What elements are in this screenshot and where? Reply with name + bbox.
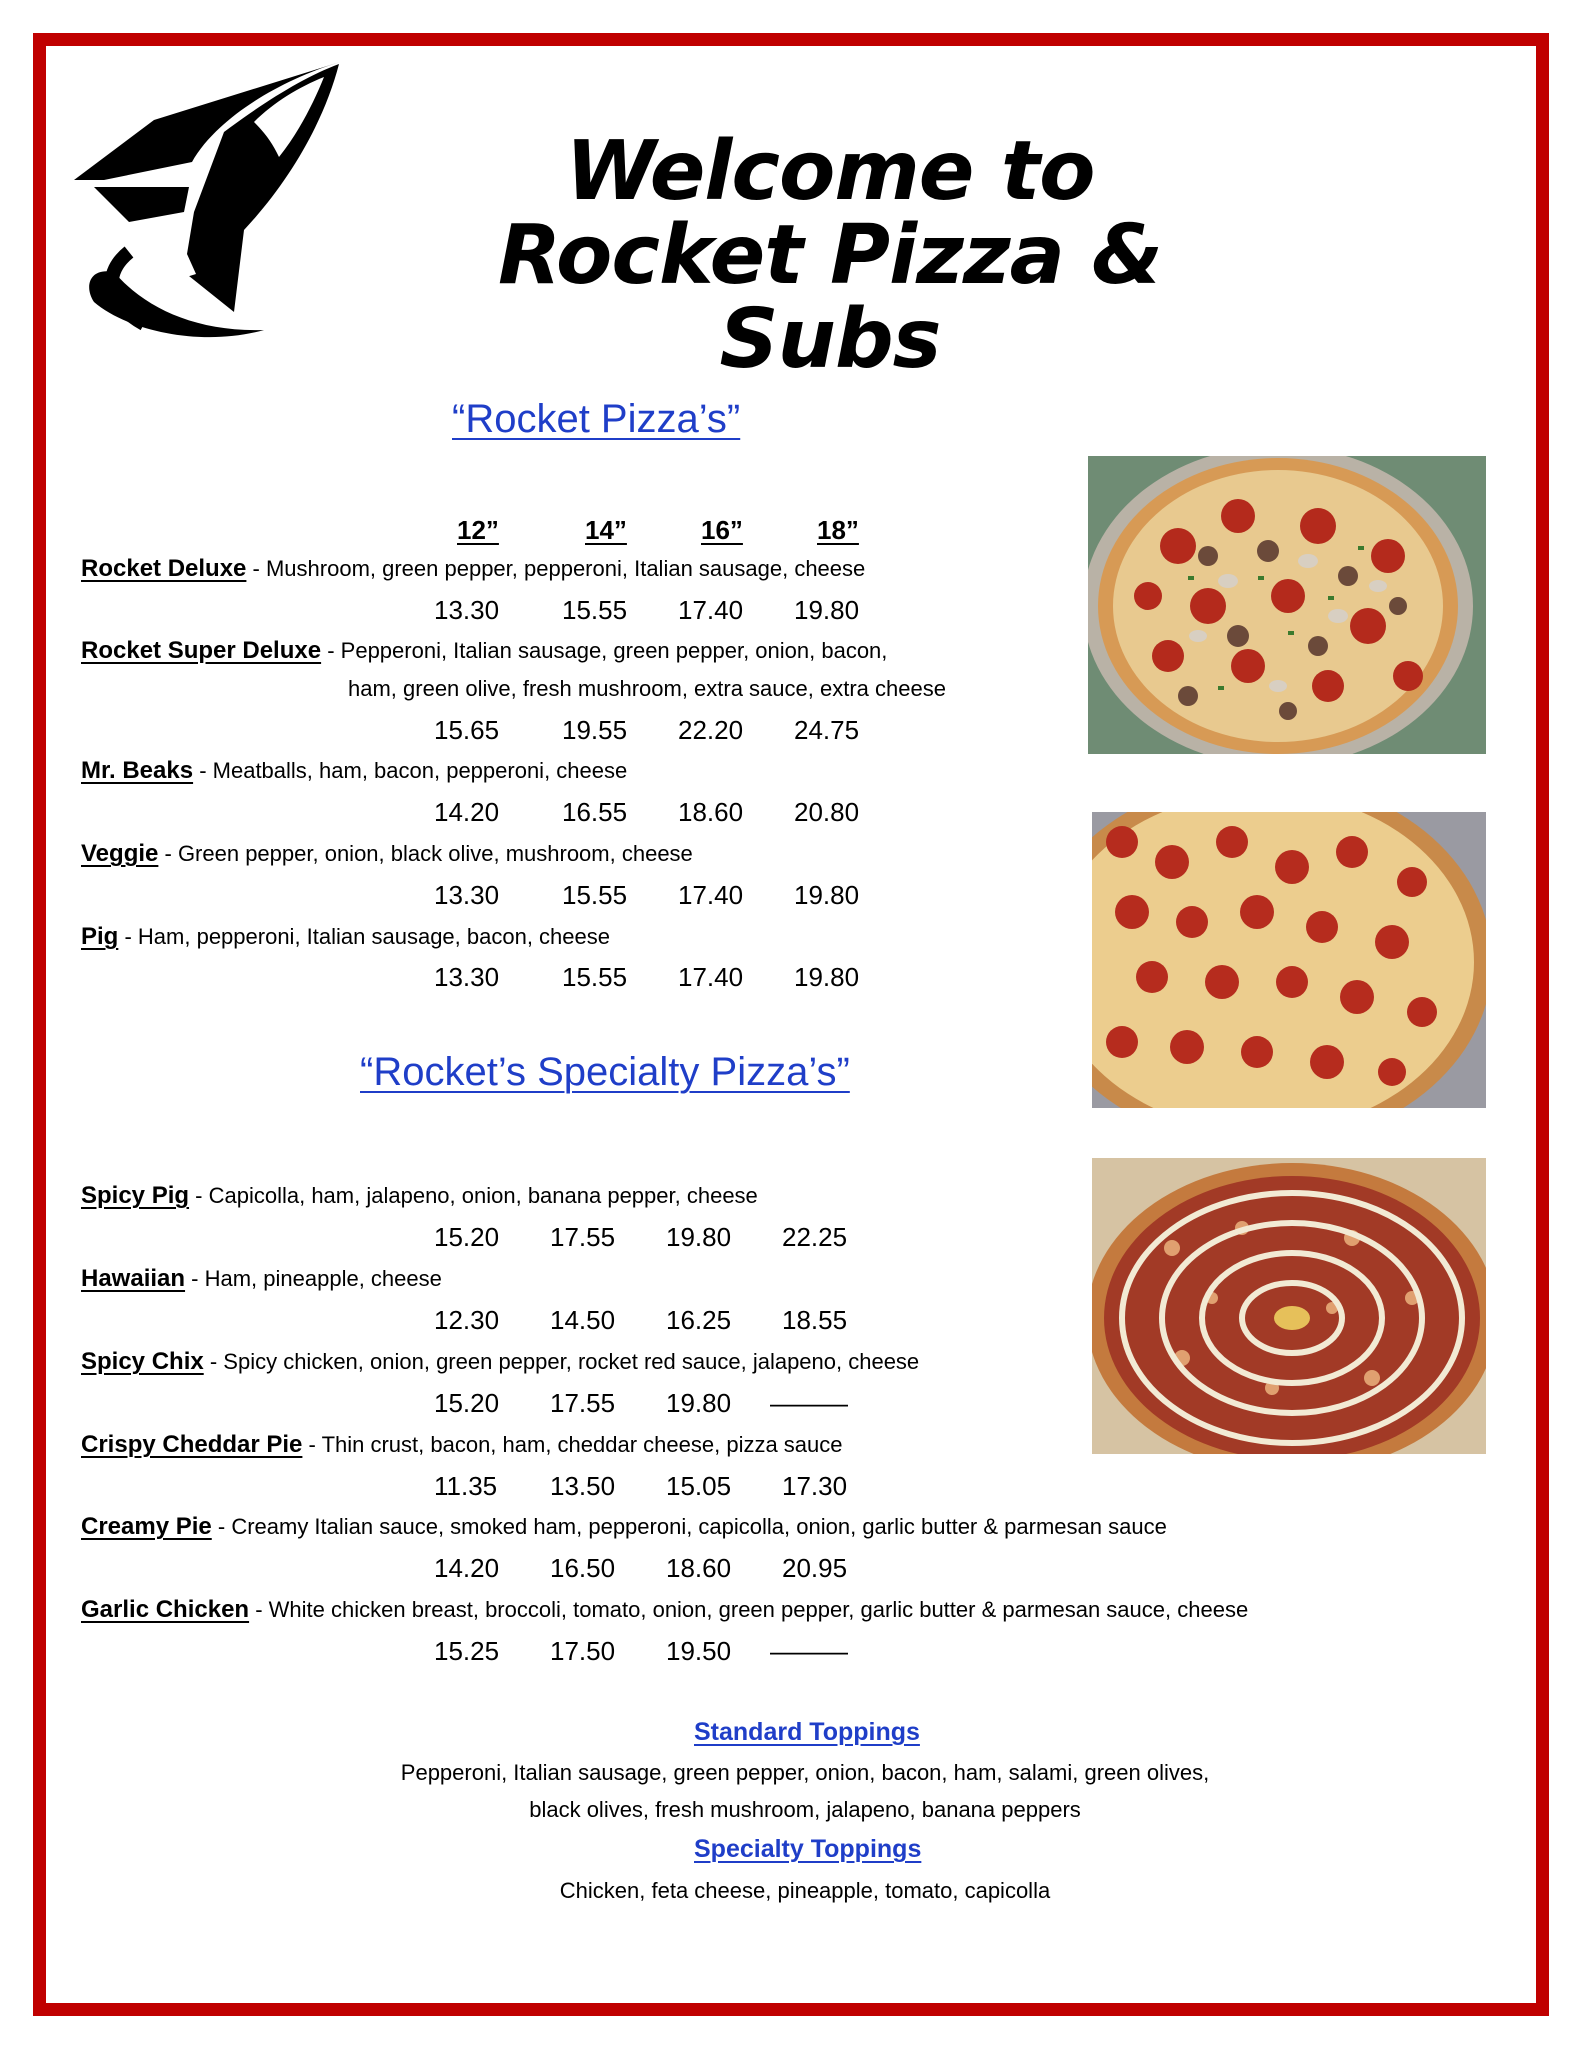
price-14: 15.55 (562, 595, 628, 625)
price-12: 14.20 (434, 797, 500, 827)
price-12: 14.20 (434, 1553, 500, 1583)
price-18: 20.95 (782, 1553, 848, 1583)
price-14: 13.50 (550, 1471, 616, 1501)
price-16: 15.05 (666, 1471, 732, 1501)
price-18: 19.80 (794, 962, 860, 992)
menu-item-name: Garlic Chicken (81, 1596, 250, 1623)
menu-item-name: Creamy Pie (81, 1513, 212, 1540)
menu-item-name: Spicy Pig (81, 1182, 190, 1209)
price-16: 18.60 (666, 1553, 732, 1583)
menu-item-name: Mr. Beaks (81, 757, 194, 784)
price-18: 19.80 (794, 880, 860, 910)
price-14: 14.50 (550, 1305, 616, 1335)
price-16: 19.50 (666, 1636, 732, 1666)
size-header-12: 12” (457, 515, 499, 545)
price-14: 15.55 (562, 962, 628, 992)
menu-item-hawaiian: Hawaiian - Ham, pineapple, cheese (81, 1265, 442, 1292)
size-header-16: 16” (701, 515, 743, 545)
menu-item-desc: Green pepper, onion, black olive, mushroom, cheese (177, 841, 693, 866)
price-12: 12.30 (434, 1305, 500, 1335)
pizza-photo-pepperoni (1092, 812, 1486, 1108)
menu-item-garlic-chicken: Garlic Chicken - White chicken breast, broccoli, tomato, onion, green pepper, garlic butter & parmesan sauce, cheese (81, 1596, 1249, 1623)
price-14: 16.55 (562, 797, 628, 827)
specialty-pizzas-heading: “Rocket’s Specialty Pizza’s” (360, 1050, 850, 1094)
menu-item-desc: Ham, pineapple, cheese (204, 1266, 442, 1291)
price-16: 16.25 (666, 1305, 732, 1335)
price-16: 17.40 (678, 880, 744, 910)
menu-item-desc: Thin crust, bacon, ham, cheddar cheese, pizza sauce (321, 1432, 843, 1457)
pizza-photo-drizzle (1092, 1158, 1486, 1454)
size-header-18: 18” (817, 515, 859, 545)
menu-item-desc: Creamy Italian sauce, smoked ham, pepperoni, capicolla, onion, garlic butter & parmesan sauce (231, 1514, 1167, 1539)
specialty-toppings-line: Chicken, feta cheese, pineapple, tomato, capicolla (559, 1878, 1051, 1903)
menu-item-name: Rocket Super Deluxe (81, 637, 322, 664)
menu-item-rocket-super-deluxe: Rocket Super Deluxe - Pepperoni, Italian sausage, green pepper, onion, bacon, (81, 637, 888, 664)
menu-item-mr-beaks: Mr. Beaks - Meatballs, ham, bacon, pepperoni, cheese (81, 757, 628, 784)
price-16: 22.20 (678, 715, 744, 745)
price-14: 17.55 (550, 1222, 616, 1252)
price-14: 17.50 (550, 1636, 616, 1666)
menu-item-name: Spicy Chix (81, 1348, 204, 1375)
price-14: 17.55 (550, 1388, 616, 1418)
price-14: 16.50 (550, 1553, 616, 1583)
price-18: 24.75 (794, 715, 860, 745)
price-12: 13.30 (434, 962, 500, 992)
standard-toppings-line-1: Pepperoni, Italian sausage, green pepper, onion, bacon, ham, salami, green olives, (400, 1760, 1210, 1785)
menu-item-name: Veggie (81, 840, 159, 867)
price-12: 15.20 (434, 1222, 500, 1252)
menu-item-desc: Pepperoni, Italian sausage, green pepper, onion, bacon, (340, 638, 888, 663)
menu-item-creamy-pie: Creamy Pie - Creamy Italian sauce, smoked ham, pepperoni, capicolla, onion, garlic butter & parmesan sauce (81, 1513, 1167, 1540)
price-12: 15.65 (434, 715, 500, 745)
price-18: 18.55 (782, 1305, 848, 1335)
menu-item-rocket-deluxe: Rocket Deluxe - Mushroom, green pepper, pepperoni, Italian sausage, cheese (81, 555, 866, 582)
menu-item-veggie: Veggie - Green pepper, onion, black olive, mushroom, cheese (81, 840, 693, 867)
menu-item-name: Rocket Deluxe (81, 555, 247, 582)
price-14: 15.55 (562, 880, 628, 910)
price-12: 13.30 (434, 595, 500, 625)
rocket-logo-icon (74, 62, 344, 347)
menu-item-crispy-cheddar-pie: Crispy Cheddar Pie - Thin crust, bacon, ham, cheddar cheese, pizza sauce (81, 1431, 843, 1458)
standard-toppings-heading: Standard Toppings (694, 1718, 920, 1746)
menu-item-name: Crispy Cheddar Pie (81, 1431, 303, 1458)
menu-item-desc: Spicy chicken, onion, green pepper, rocket red sauce, jalapeno, cheese (223, 1349, 920, 1374)
price-16: 19.80 (666, 1222, 732, 1252)
menu-item-pig: Pig - Ham, pepperoni, Italian sausage, bacon, cheese (81, 923, 610, 950)
title-line-1: Welcome to (565, 124, 1095, 219)
price-18: ——— (770, 1388, 848, 1418)
standard-toppings-line-2: black olives, fresh mushroom, jalapeno, banana peppers (529, 1797, 1081, 1822)
specialty-toppings-heading: Specialty Toppings (694, 1835, 922, 1863)
price-16: 17.40 (678, 962, 744, 992)
menu-item-spicy-pig: Spicy Pig - Capicolla, ham, jalapeno, onion, banana pepper, cheese (81, 1182, 758, 1209)
price-18: 22.25 (782, 1222, 848, 1252)
pizza-photo-supreme (1088, 456, 1486, 754)
price-18: 20.80 (794, 797, 860, 827)
menu-item-desc-continued: ham, green olive, fresh mushroom, extra sauce, extra cheese (348, 676, 946, 701)
price-18: 17.30 (782, 1471, 848, 1501)
menu-item-name: Hawaiian (81, 1265, 186, 1292)
price-12: 13.30 (434, 880, 500, 910)
menu-item-desc: Mushroom, green pepper, pepperoni, Italian sausage, cheese (265, 556, 866, 581)
menu-item-desc: Meatballs, ham, bacon, pepperoni, cheese (212, 758, 628, 783)
menu-item-desc: White chicken breast, broccoli, tomato, onion, green pepper, garlic butter & parmesan sauce, cheese (268, 1597, 1249, 1622)
price-12: 15.20 (434, 1388, 500, 1418)
title-line-2: Rocket Pizza & Subs (497, 208, 1163, 387)
price-18: ——— (770, 1636, 848, 1666)
menu-item-desc: Ham, pepperoni, Italian sausage, bacon, cheese (137, 924, 610, 949)
price-12: 11.35 (434, 1471, 498, 1501)
price-16: 19.80 (666, 1388, 732, 1418)
menu-item-spicy-chix: Spicy Chix - Spicy chicken, onion, green pepper, rocket red sauce, jalapeno, cheese (81, 1348, 920, 1375)
size-header-14: 14” (585, 515, 627, 545)
menu-item-name: Pig (81, 923, 119, 950)
price-18: 19.80 (794, 595, 860, 625)
price-16: 17.40 (678, 595, 744, 625)
menu-item-desc: Capicolla, ham, jalapeno, onion, banana pepper, cheese (208, 1183, 758, 1208)
price-12: 15.25 (434, 1636, 500, 1666)
price-16: 18.60 (678, 797, 744, 827)
price-14: 19.55 (562, 715, 628, 745)
rocket-pizzas-heading: “Rocket Pizza’s” (452, 397, 741, 441)
